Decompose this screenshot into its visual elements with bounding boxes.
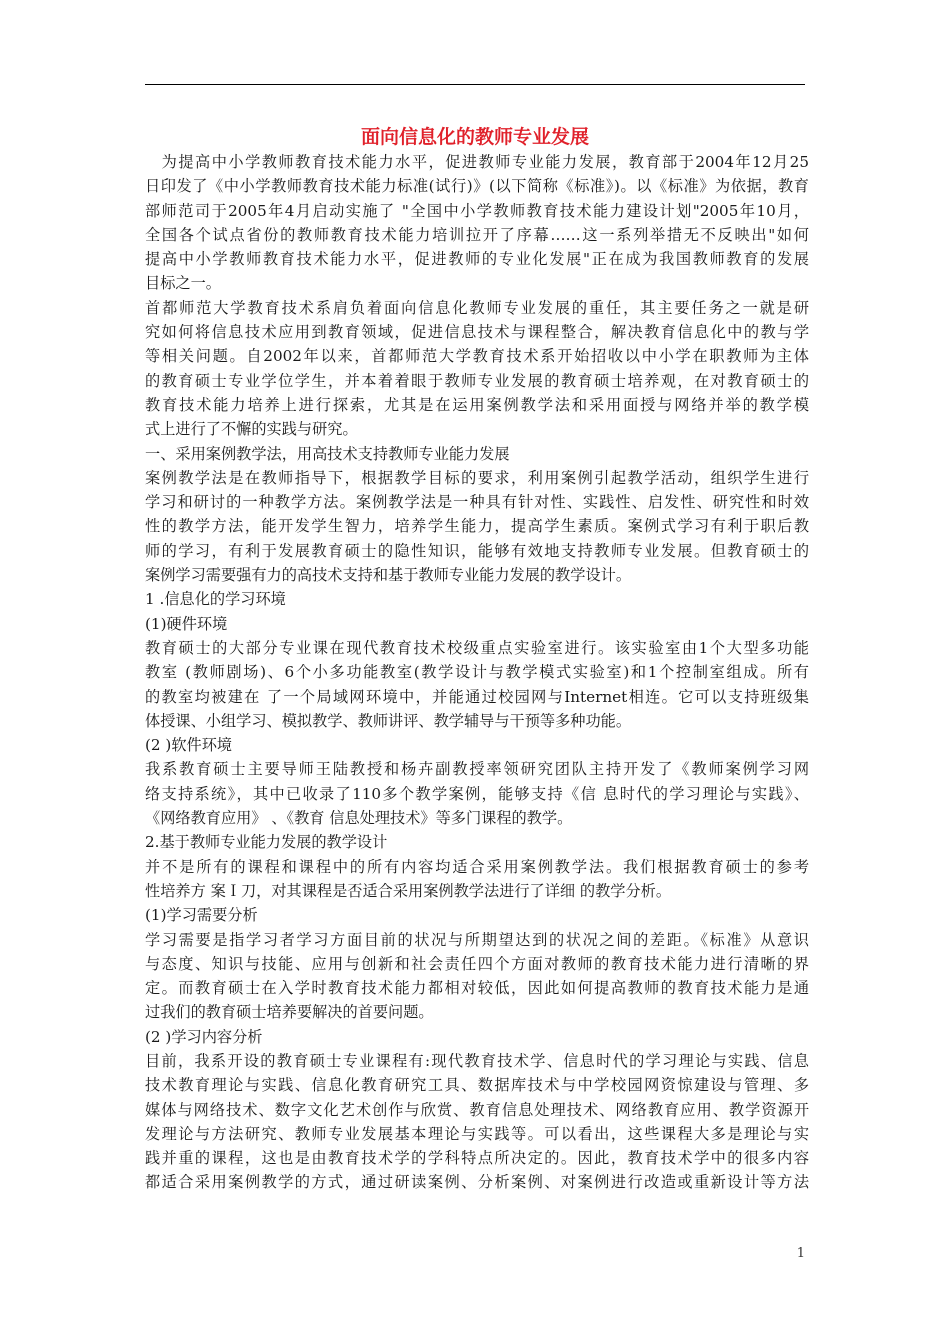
section-heading-line: (2 )软件环境 — [145, 736, 233, 755]
section-heading-line: 2.基于教师专业能力发展的教学设计 — [145, 833, 388, 852]
paragraph-line: 定。而教育硕士在入学时教育技术能力都相对较低，因此如何提高教师的教育技术能力是通 — [145, 979, 809, 998]
paragraph-line: 过我们的教育硕士培养要解决的首要问题。 — [145, 1003, 434, 1022]
paragraph-line: 的教育硕士专业学位学生，并本着着眼于教师专业发展的教育硕士培养观，在对教育硕士的 — [145, 371, 809, 390]
document-title: 面向信息化的教师专业发展 — [360, 126, 589, 148]
section-heading-line: (1)学习需要分析 — [145, 906, 258, 925]
paragraph-line: 究如何将信息技术应用到教育领域，促进信息技术与课程整合，解决教育信息化中的教与学 — [145, 323, 809, 342]
paragraph-line: 首都师范大学教育技术系肩负着面向信息化教师专业发展的重任，其主要任务之一就是研 — [145, 298, 809, 317]
paragraph-line: 络支持系统》，其中已收录了110多个教学案例，能够支持《信 息时代的学习理论与实践》、 — [145, 784, 809, 803]
paragraph-line: 部师范司于2005年4月启动实施了 "全国中小学教师教育技术能力建设计划"2005年10月， — [145, 201, 809, 220]
paragraph-line: 《网络教育应用》 、《教育 信息处理技术》等多门课程的教学。 — [145, 809, 573, 828]
paragraph-line: 为提高中小学教师教育技术能力水平，促进教师专业能力发展，教育部于2004年12月25 — [145, 153, 809, 171]
paragraph-line: 目标之一。 — [145, 274, 221, 293]
section-heading-line: 1 .信息化的学习环境 — [145, 590, 286, 609]
document-body — [145, 150, 809, 1195]
paragraph-line: 目前，我系开设的教育硕士专业课程有:现代教育技术学、信息时代的学习理论与实践、信息 — [145, 1051, 809, 1070]
paragraph-line: 教室 (教师剧场)、6个小多功能教室(教学设计与教学模式实验室)和1个控制室组成。所有 — [145, 663, 809, 682]
paragraph-line: 学习和研讨的一种教学方法。案例教学法是一种具有针对性、实践性、启发性、研究性和时效 — [145, 493, 809, 512]
paragraph-line: 性的教学方法，能开发学生智力，培养学生能力，提高学生素质。案例式学习有利于职后教 — [145, 517, 809, 536]
page-number: 1 — [796, 1246, 805, 1261]
paragraph-line: 并不是所有的课程和课程中的所有内容均适合采用案例教学法。我们根据教育硕士的参考 — [145, 857, 809, 876]
paragraph-line: 都适合采用案例教学的方式，通过研读案例、分析案例、对案例进行改造或重新设计等方法 — [145, 1173, 809, 1192]
section-heading-line: (1)硬件环境 — [145, 614, 228, 633]
paragraph-line: 教育技术能力培养上进行探索，尤其是在运用案例教学法和采用面授与网络并举的教学模 — [145, 395, 809, 414]
paragraph-line: 发理论与方法研究、教师专业发展基本理论与实践等。可以看出，这些课程大多是理论与实 — [145, 1124, 809, 1143]
paragraph-line: 性培养方 案Ｉ刀，对其课程是否适合采用案例教学法进行了详细 的教学分析。 — [145, 881, 672, 900]
section-heading-line: (2 )学习内容分析 — [145, 1027, 263, 1046]
paragraph-line: 日印发了《中小学教师教育技术能力标准(试行)》(以下简称《标准》)。以《标准》为依据，教育 — [145, 177, 809, 196]
paragraph-line: 教育硕士的大部分专业课在现代教育技术校级重点实验室进行。该实验室由1个大型多功能 — [145, 638, 809, 657]
paragraph-line: 提高中小学教师教育技术能力水平，促进教师的专业化发展"正在成为我国教师教育的发展 — [145, 250, 809, 269]
paragraph-line: 式上进行了不懈的实践与研究。 — [145, 420, 358, 439]
paragraph-line: 全国各个试点省份的教师教育技术能力培训拉开了序幕……这一系列举措无不反映出"如何 — [145, 225, 809, 244]
paragraph-line: 媒体与网络技术、数字文化艺术创作与欣赏、教育信息处理技术、网络教育应用、教学资源开 — [145, 1100, 809, 1119]
paragraph-line: 学习需要是指学习者学习方面目前的状况与所期望达到的状况之间的差距。《标准》从意识 — [145, 930, 809, 949]
paragraph-line: 的教室均被建在 了一个局域网环境中，并能通过校园网与Internet相连。它可以支持班级集 — [145, 687, 809, 706]
paragraph-line: 案例教学法是在教师指导下，根据教学目标的要求，利用案例引起教学活动，组织学生进行 — [145, 468, 809, 487]
paragraph-line: 师的学习，有利于发展教育硕士的隐性知识，能够有效地支持教师专业发展。但教育硕士的 — [145, 541, 809, 560]
paragraph-line: 案例学习需要强有力的高技术支持和基于教师专业能力发展的教学设计。 — [145, 566, 631, 585]
section-heading-line: 一、采用案例教学法，用高技术支持教师专业能力发展 — [145, 444, 510, 463]
paragraph-line: 我系教育硕士主要导师王陆教授和杨卉副教授率领研究团队主持开发了《教师案例学习网 — [145, 760, 809, 779]
paragraph-line: 与态度、知识与技能、应用与创新和社会责任四个方面对教师的教育技术能力进行清晰的界 — [145, 954, 809, 973]
header-rule — [145, 84, 805, 85]
paragraph-line: 体授课、小组学习、模拟教学、教师讲评、教学辅导与干预等多种功能。 — [145, 711, 631, 730]
paragraph-line: 技术教育理论与实践、信息化教育研究工具、数据库技术与中学校园网资惊建设与管理、多 — [145, 1076, 809, 1095]
paragraph-line: 等相关问题。自2002年以来，首都师范大学教育技术系开始招收以中小学在职教师为主体 — [145, 347, 809, 366]
paragraph-line: 践并重的课程，这也是由教育技术学的学科特点所决定的。因此，教育技术学中的很多内容 — [145, 1149, 809, 1168]
